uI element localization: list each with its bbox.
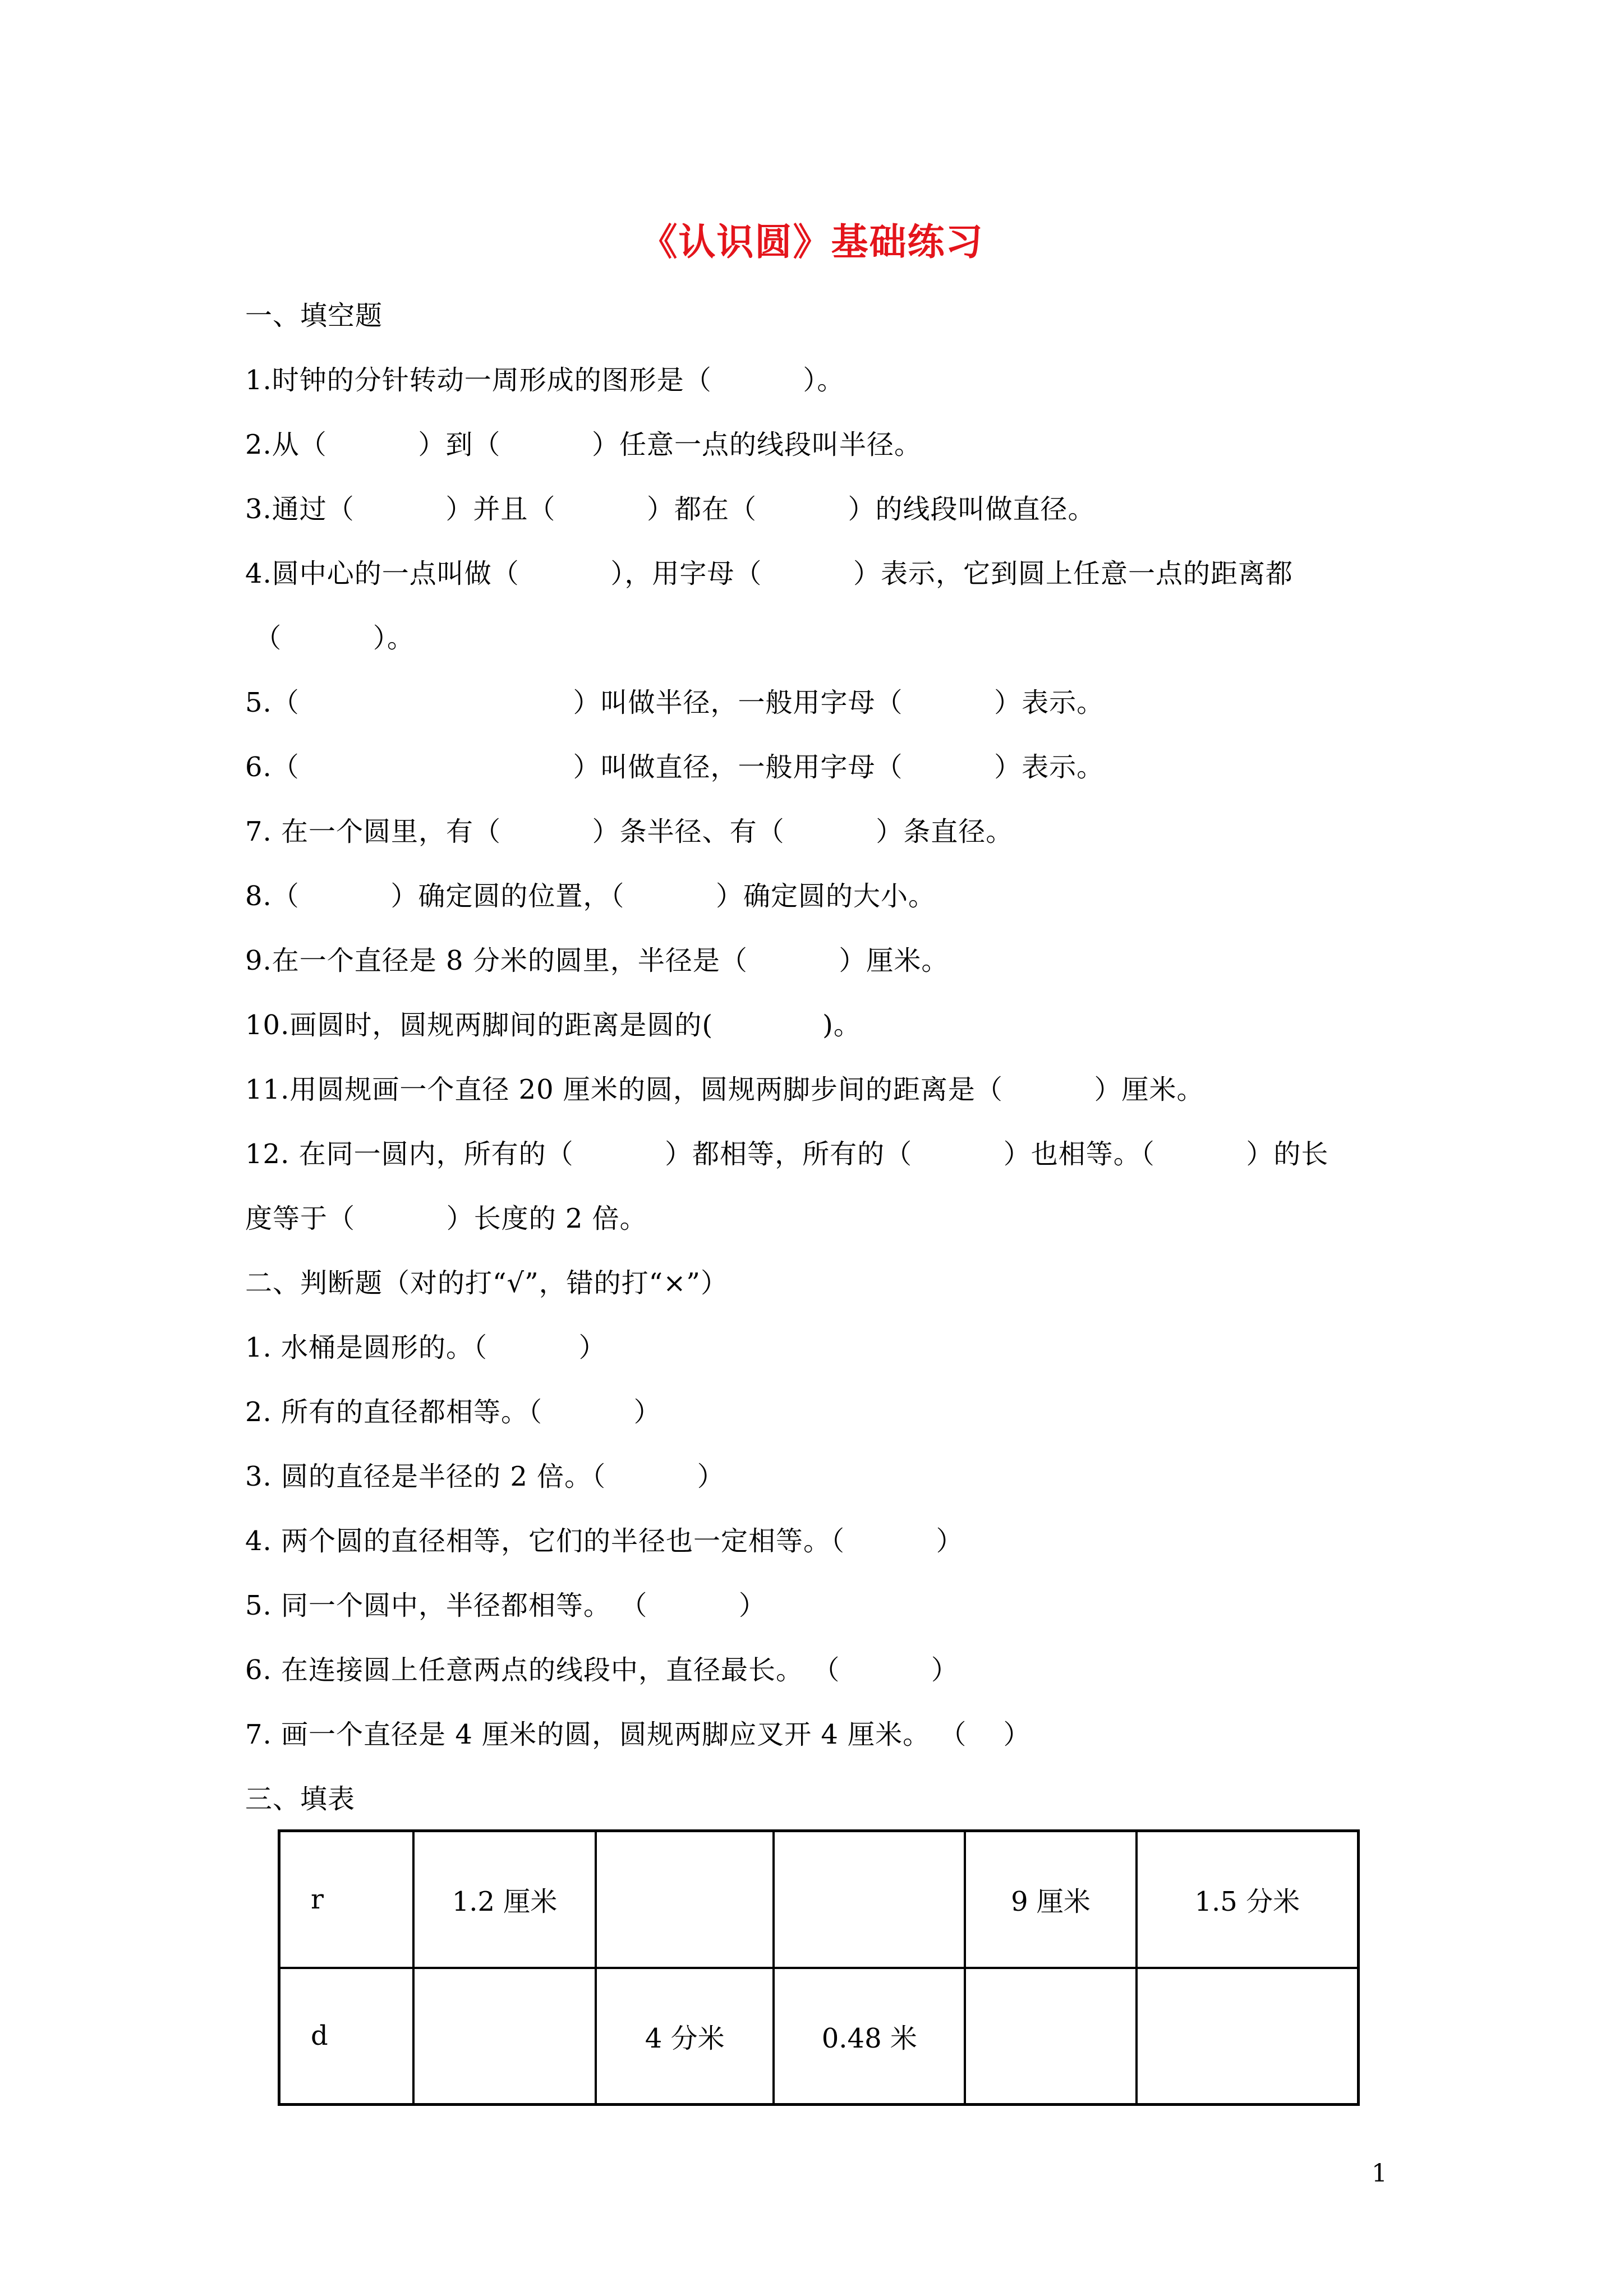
table-cell[interactable]: 4 分米	[596, 1968, 774, 2105]
question-line: 3.通过（ ）并且（ ）都在（ ）的线段叫做直径。	[245, 494, 1096, 525]
question-line: 11.用圆规画一个直径 20 厘米的圆，圆规两脚步间的距离是（ ）厘米。	[245, 1074, 1204, 1105]
table-cell[interactable]	[1137, 1968, 1359, 2105]
judgement-line: 7. 画一个直径是 4 厘米的圆，圆规两脚应叉开 4 厘米。 （ ）	[245, 1719, 1031, 1750]
question-line: 7. 在一个圆里，有（ ）条半径、有（ ）条直径。	[245, 816, 1014, 847]
row-label-diameter: d	[279, 1968, 413, 2105]
table-cell[interactable]: 1.5 分米	[1137, 1831, 1359, 1968]
question-line: 6.（ ）叫做直径，一般用字母（ ）表示。	[245, 751, 1105, 783]
judgement-line: 6. 在连接圆上任意两点的线段中，直径最长。 （ ）	[245, 1654, 959, 1686]
table-cell[interactable]	[965, 1968, 1136, 2105]
section-heading-fill-blank: 一、填空题	[245, 300, 383, 331]
judgement-line: 5. 同一个圆中，半径都相等。 （ ）	[245, 1590, 766, 1621]
table-cell[interactable]: 9 厘米	[965, 1831, 1136, 1968]
page-number: 1	[1372, 2159, 1387, 2188]
section-heading-true-false: 二、判断题（对的打“√”，错的打“×”）	[245, 1267, 728, 1299]
question-line: 10.画圆时，圆规两脚间的距离是圆的( )。	[245, 1009, 861, 1041]
table-cell[interactable]	[413, 1968, 596, 2105]
section-heading-fill-table: 三、填表	[245, 1783, 356, 1815]
question-line: 5.（ ）叫做半径，一般用字母（ ）表示。	[245, 687, 1105, 718]
question-line: 8.（ ）确定圆的位置，（ ）确定圆的大小。	[245, 880, 936, 912]
question-line: 度等于（ ）长度的 2 倍。	[245, 1203, 647, 1234]
judgement-line: 1. 水桶是圆形的。（ ）	[245, 1332, 606, 1363]
judgement-line: 4. 两个圆的直径相等，它们的半径也一定相等。（ ）	[245, 1525, 964, 1557]
judgement-line: 3. 圆的直径是半径的 2 倍。（ ）	[245, 1461, 725, 1492]
row-label-radius: r	[279, 1831, 413, 1968]
table-row	[279, 1968, 1359, 2105]
table-cell[interactable]: 0.48 米	[774, 1968, 965, 2105]
table-cell[interactable]: 1.2 厘米	[413, 1831, 596, 1968]
question-line: 2.从（ ）到（ ）任意一点的线段叫半径。	[245, 429, 922, 460]
question-line: 12. 在同一圆内，所有的（ ）都相等，所有的（ ）也相等。（ ）的长	[245, 1138, 1329, 1170]
judgement-line: 2. 所有的直径都相等。（ ）	[245, 1396, 661, 1428]
radius-diameter-table	[278, 1829, 1360, 2106]
question-line: 9.在一个直径是 8 分米的圆里，半径是（ ）厘米。	[245, 945, 949, 976]
question-line: （ ）。	[245, 623, 415, 654]
table-row	[279, 1831, 1359, 1968]
worksheet-title: 《认识圆》基础练习	[640, 220, 984, 264]
table-cell[interactable]	[596, 1831, 774, 1968]
question-line: 1.时钟的分针转动一周形成的图形是（ ）。	[245, 365, 845, 396]
question-line: 4.圆中心的一点叫做（ ），用字母（ ）表示，它到圆上任意一点的距离都	[245, 558, 1293, 589]
table-cell[interactable]	[774, 1831, 965, 1968]
